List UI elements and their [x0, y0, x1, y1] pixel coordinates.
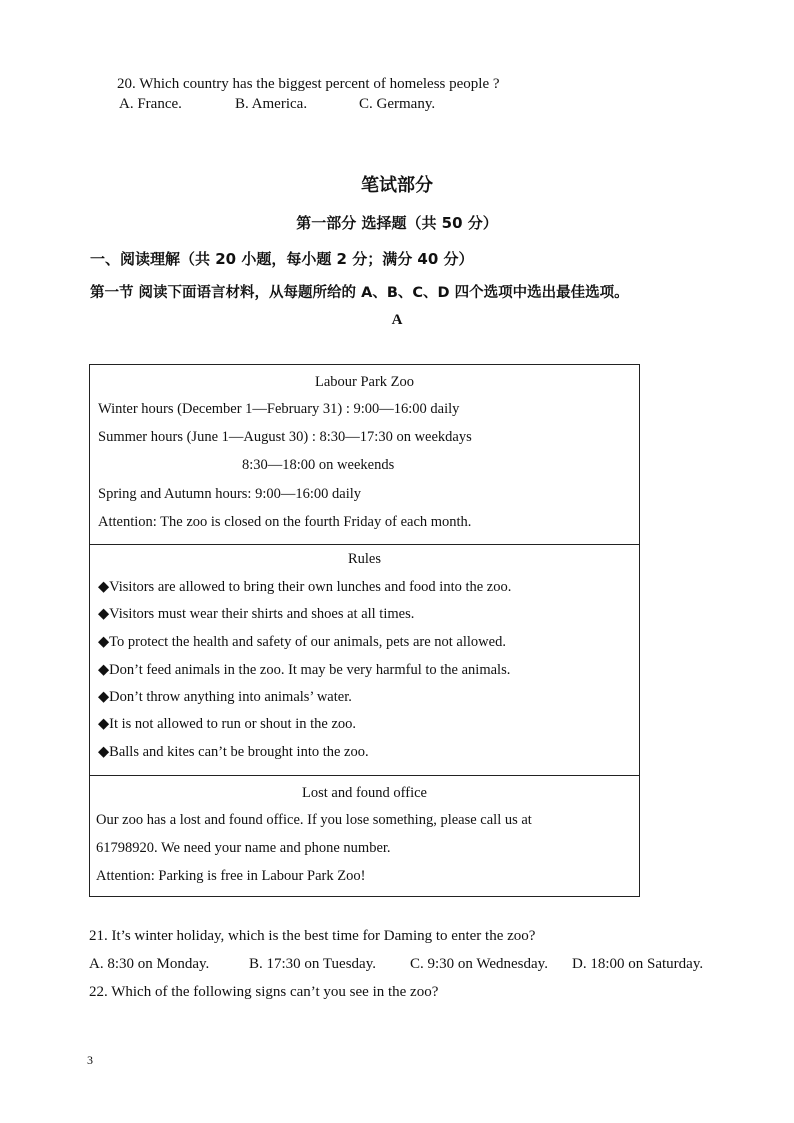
part1-title: 第一部分 选择题（共 50 分） — [296, 214, 498, 232]
lost-found-text-1: Our zoo has a lost and found office. If you lose something, please call us at — [96, 812, 532, 828]
parking-attention: Attention: Parking is free in Labour Park Zoo! — [96, 868, 366, 884]
divider-rules-lost — [90, 775, 639, 776]
q20-option-b: B. America. — [235, 96, 308, 112]
summer-weekend-hours: 8:30—18:00 on weekends — [242, 457, 395, 473]
rule-item: ◆Don’t throw anything into animals’ water. — [98, 689, 352, 705]
rule-item: ◆It is not allowed to run or shout in the zoo. — [98, 716, 357, 732]
rule-item: ◆Don’t feed animals in the zoo. It may be very harmful to the animals. — [98, 662, 511, 678]
zoo-notice-box — [89, 364, 640, 897]
q21-option-d: D. 18:00 on Saturday. — [572, 956, 704, 972]
question-21: 21. It’s winter holiday, which is the best time for Daming to enter the zoo? — [89, 928, 536, 944]
q20-option-c: C. Germany. — [359, 96, 436, 112]
reading-section-title: 一、阅读理解（共 20 小题，每小题 2 分；满分 40 分） — [90, 250, 474, 268]
divider-hours-rules — [90, 544, 639, 545]
q21-option-c: C. 9:30 on Wednesday. — [410, 956, 548, 972]
q21-option-a: A. 8:30 on Monday. — [89, 956, 210, 972]
passage-letter: A — [391, 312, 403, 328]
question-22: 22. Which of the following signs can’t you see in the zoo? — [89, 984, 439, 1000]
rule-item: ◆To protect the health and safety of our animals, pets are not allowed. — [98, 634, 506, 650]
summer-hours: Summer hours (June 1—August 30) : 8:30—17:30 on weekdays — [98, 429, 472, 445]
lost-found-text-2: 61798920. We need your name and phone number. — [96, 840, 391, 856]
rule-item: ◆Balls and kites can’t be brought into the zoo. — [98, 744, 369, 760]
question-20: 20. Which country has the biggest percent of homeless people ? — [117, 76, 500, 92]
lost-found-title: Lost and found office — [302, 785, 427, 801]
rule-item: ◆Visitors must wear their shirts and shoes at all times. — [98, 606, 415, 622]
q20-option-a: A. France. — [119, 96, 182, 112]
page-number: 3 — [87, 1053, 93, 1067]
written-section-title: 笔试部分 — [361, 175, 433, 196]
rules-title: Rules — [347, 551, 382, 567]
q21-option-b: B. 17:30 on Tuesday. — [249, 956, 376, 972]
spring-autumn-hours: Spring and Autumn hours: 9:00—16:00 daily — [98, 486, 362, 502]
subsection-instruction: 第一节 阅读下面语言材料，从每题所给的 A、B、C、D 四个选项中选出最佳选项。 — [90, 285, 629, 301]
rule-item: ◆Visitors are allowed to bring their own lunches and food into the zoo. — [98, 579, 512, 595]
closed-attention: Attention: The zoo is closed on the fourth Friday of each month. — [98, 514, 472, 530]
winter-hours: Winter hours (December 1—February 31) : 9:00—16:00 daily — [98, 401, 460, 417]
notice-title: Labour Park Zoo — [314, 374, 415, 390]
